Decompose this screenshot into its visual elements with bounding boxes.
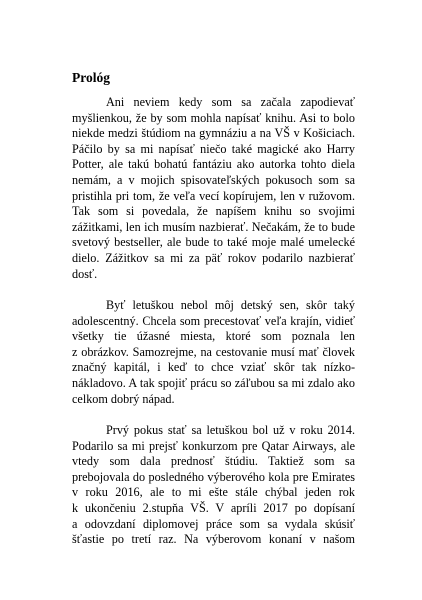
paragraph-3	[72, 423, 355, 548]
text-line: niekde medzi štúdiom na gymnáziu a na VŠ v Košiciach.	[72, 126, 355, 141]
text-line: Tak som si povedala, že napíšem knihu so svojimi	[72, 204, 355, 219]
text-line: značný kapitál, i keď to chce vziať skôr tak nízko-	[72, 360, 355, 375]
text-line: Ani neviem kedy som sa začala zapodievať	[106, 95, 355, 109]
text-line: dosť.	[72, 266, 98, 281]
text-line: celkom dobrý nápad.	[72, 391, 175, 406]
text-line: vtedy som dala prednosť štúdiu. Taktiež som sa	[72, 454, 355, 469]
paragraph-2	[72, 298, 355, 407]
text-line: a odovzdaní diplomovej práce som sa vydala skúsiť	[72, 516, 355, 531]
text-line: svetový bestseller, ale bude to také moje malé umelecké	[72, 235, 355, 250]
text-line: z obrázkov. Samozrejme, na cestovanie musí mať človek	[72, 344, 355, 359]
text-line: šťastie po tretí raz. Na výberovom konaní v našom	[72, 532, 355, 547]
text-line: Podarilo sa mi prejsť konkurzom pre Qatar Airways, ale	[72, 438, 355, 453]
text-line: nákladovo. A tak spojiť prácu so záľubou sa mi zdalo ako	[72, 375, 355, 390]
text-line: adolescentný. Chcela som precestovať veľa krajín, vidieť	[72, 313, 355, 328]
text-line: prebojovala do posledného výberového kola pre Emirates	[72, 469, 355, 484]
text-line: nemám, a v mojich spisovateľských pokusoch som sa	[72, 172, 355, 187]
text-line: pristihla pri tom, že veľa vecí kopírujem, len v ružovom.	[72, 188, 355, 203]
text-line: myšlienkou, že by som mohla napísať knihu. Asi to bolo	[72, 110, 355, 125]
text-line: Byť letuškou nebol môj detský sen, skôr taký	[106, 298, 355, 312]
text-line: v roku 2016, ale to mi ešte stále chýbal jeden rok	[72, 485, 355, 500]
text-line: dielo. Zážitkov sa mi za päť rokov podarilo nazbierať	[72, 250, 355, 265]
text-line: Páčilo by sa mi napísať niečo také magické ako Harry	[72, 141, 355, 156]
chapter-heading: Prológ	[72, 70, 110, 85]
paragraph-1	[72, 95, 355, 282]
text-line: Prvý pokus stať sa letuškou bol už v roku 2014.	[106, 423, 355, 437]
text-line: zážitkami, len ich musím nazbierať. Nečakám, že to bude	[72, 219, 355, 234]
text-line: Potter, ale takú bohatú fantáziu ako autorka tohto diela	[72, 157, 355, 172]
text-line: k ukončeniu 2.stupňa VŠ. V apríli 2017 po dopísaní	[72, 500, 355, 515]
text-line: všetky tie úžasné miesta, ktoré som poznala len	[72, 329, 355, 344]
